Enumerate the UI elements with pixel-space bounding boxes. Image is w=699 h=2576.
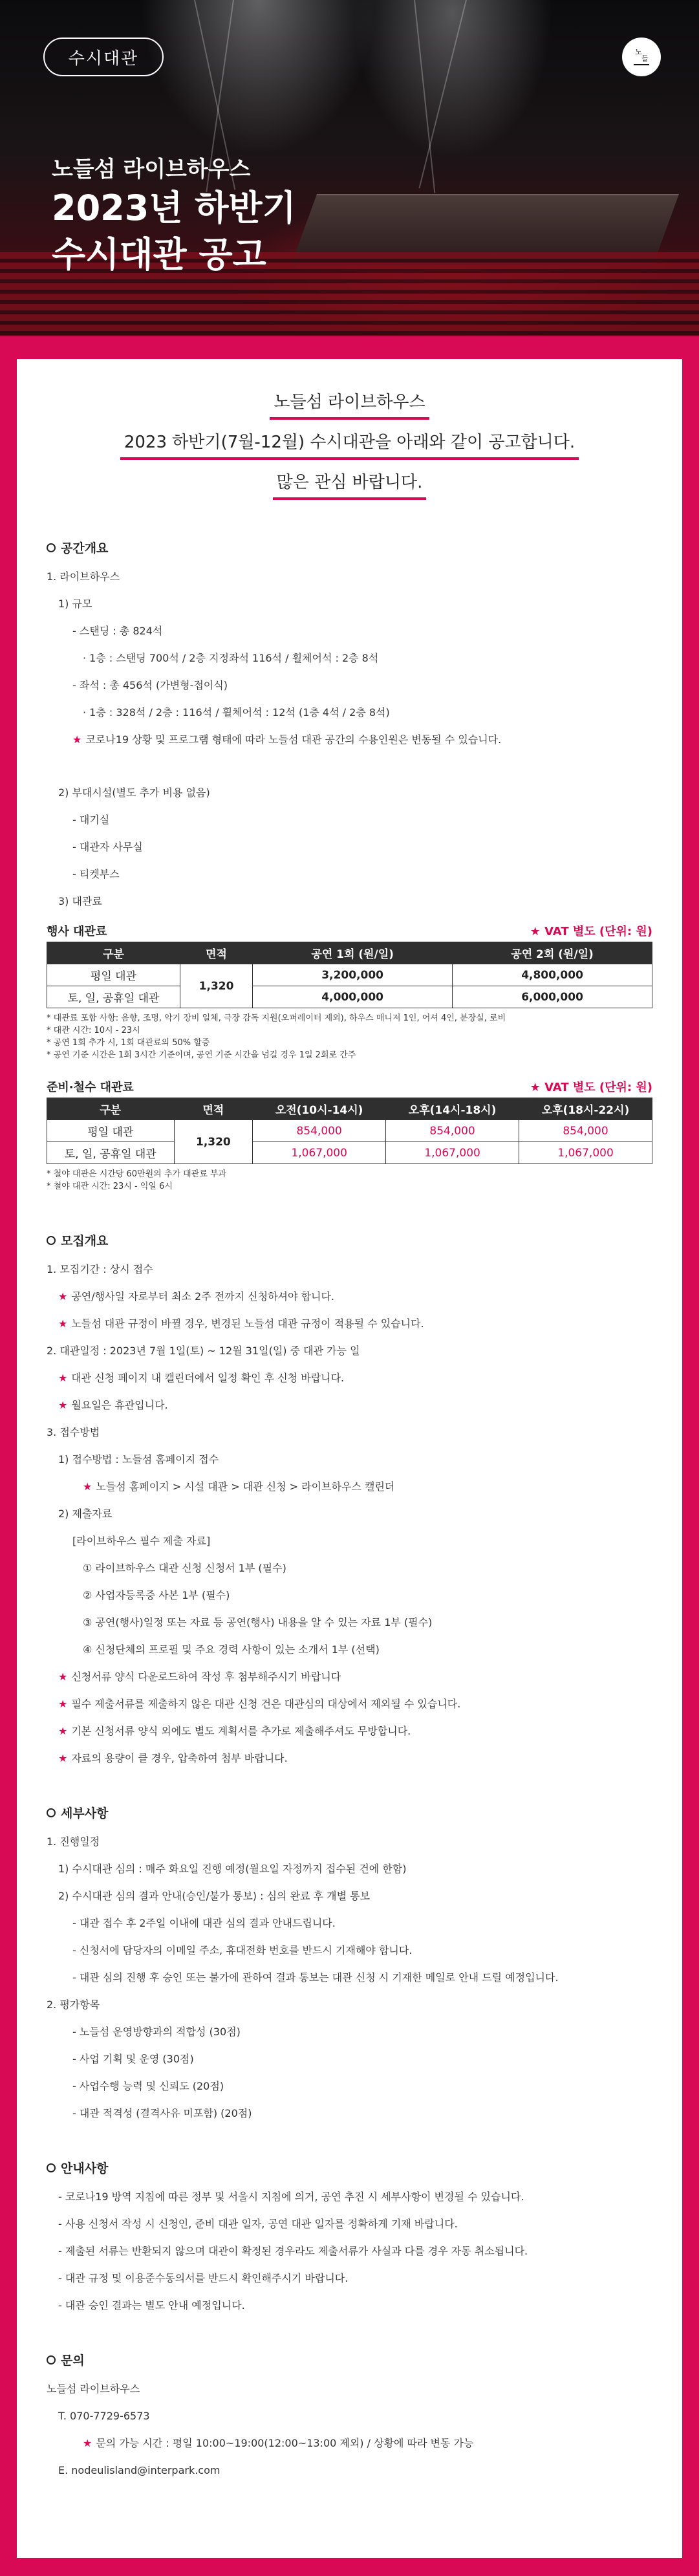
section-title: 문의 bbox=[47, 2351, 652, 2368]
eval-item: - 사업 기획 및 운영 (30점) bbox=[72, 2053, 194, 2065]
content-card bbox=[17, 359, 682, 2558]
intro-block bbox=[17, 391, 682, 500]
table-header: 공연 1회 (원/일) bbox=[253, 942, 453, 964]
star-icon: ★ bbox=[83, 2437, 92, 2449]
table-cell: 평일 대관 bbox=[47, 1120, 175, 1142]
event-fee-notes: * 대관료 포함 사항: 음향, 조명, 악기 장비 일체, 극장 감독 지원(오퍼레이터 제외), 하우스 매니저 1인, 어셔 4인, 분장실, 로비 * 대관 시간: 10시 - 23시 * 공연 1회 추가 시, 1회 대관료의 50% 할증 * 공연 기준 시간은 1회 3시간 기준이며, 공연 기준 시간을 넘길 경우 1일 2회로 간주 bbox=[47, 1013, 506, 1060]
light-beam bbox=[418, 0, 467, 188]
table-cell: 3,200,000 bbox=[253, 964, 453, 986]
details-proc-2: 2) 수시대관 심의 결과 안내(승인/불가 통보) : 심의 완료 후 개별 통보 bbox=[58, 1890, 371, 1902]
contact-email[interactable]: E. nodeulisland@interpark.com bbox=[58, 2464, 220, 2476]
section-title: 모집개요 bbox=[47, 1231, 652, 1249]
hero-title-season: 2023년 하반기 bbox=[52, 188, 296, 228]
details-process: 1. 진행일정 bbox=[47, 1835, 100, 1848]
table-cell: 1,067,000 bbox=[253, 1142, 386, 1164]
star-icon: ★ bbox=[58, 1399, 68, 1411]
hero-banner bbox=[0, 0, 699, 336]
table-header: 오후(14시-18시) bbox=[386, 1098, 519, 1120]
star-icon: ★ bbox=[83, 1480, 92, 1493]
doc-item: ③ 공연(행사)일정 또는 자료 등 공연(행사) 내용을 알 수 있는 자료 1부 (필수) bbox=[83, 1616, 433, 1629]
fee-title: 3) 대관료 bbox=[58, 895, 102, 907]
hero-title-venue: 노들섬 라이브하우스 bbox=[52, 157, 251, 182]
prep-fee-header bbox=[47, 1078, 652, 1095]
covid-note: ★ 코로나19 상황 및 프로그램 형태에 따라 노들섬 대관 공간의 수용인원은 변동될 수 있습니다. bbox=[72, 733, 502, 746]
recruit-path: ★ 노들섬 홈페이지 > 시설 대관 > 대관 신청 > 라이브하우스 캘린더 bbox=[83, 1480, 395, 1493]
event-fee-title: 행사 대관료 bbox=[47, 925, 107, 938]
recruit-note: ★ 대관 신청 페이지 내 캘린더에서 일정 확인 후 신청 바랍니다. bbox=[58, 1372, 345, 1384]
section-overview bbox=[17, 539, 682, 1193]
table-cell: 1,067,000 bbox=[386, 1142, 519, 1164]
intro-line-2: 2023 하반기(7월-12월) 수시대관을 아래와 같이 공고합니다. bbox=[120, 431, 579, 460]
notice-item: - 대관 승인 결과는 별도 안내 예정입니다. bbox=[58, 2299, 245, 2311]
doc-item: ④ 신청단체의 프로필 및 주요 경력 사항이 있는 소개서 1부 (선택) bbox=[83, 1643, 380, 1656]
star-icon: ★ bbox=[58, 1290, 68, 1303]
recruit-note: ★ 노들섬 대관 규정이 바뀔 경우, 변경된 노들섬 대관 규정이 적용될 수 있습니다. bbox=[58, 1317, 424, 1330]
vat-note: ★ VAT 별도 (단위: 원) bbox=[530, 1081, 652, 1094]
table-header: 오전(10시-14시) bbox=[253, 1098, 386, 1120]
docs-note: ★ 신청서류 양식 다운로드하여 작성 후 첨부해주시기 바랍니다 bbox=[58, 1671, 341, 1683]
facility-item: - 티켓부스 bbox=[72, 868, 120, 880]
star-icon: ★ bbox=[58, 1372, 68, 1384]
doc-item: ① 라이브하우스 대관 신청 신청서 1부 (필수) bbox=[83, 1562, 286, 1574]
contact-org: 노들섬 라이브하우스 bbox=[47, 2383, 140, 2395]
table-header: 구분 bbox=[47, 1098, 175, 1120]
facility-item: - 대기실 bbox=[72, 814, 110, 826]
details-proc-note: - 대관 심의 진행 후 승인 또는 불가에 관하여 결과 통보는 대관 신청 시 기재한 메일로 안내 드릴 예정입니다. bbox=[72, 1971, 559, 1984]
section-recruit bbox=[17, 1231, 682, 1765]
prep-fee-notes: * 철야 대관은 시간당 60만원의 추가 대관료 부과 * 철야 대관 시간: 23시 - 익일 6시 bbox=[47, 1169, 227, 1191]
table-cell: 1,320 bbox=[174, 1120, 253, 1164]
nodeul-logo bbox=[622, 38, 661, 76]
table-header: 공연 2회 (원/일) bbox=[453, 942, 652, 964]
star-icon: ★ bbox=[72, 733, 82, 746]
notice-item: - 사용 신청서 작성 시 신청인, 준비 대관 일자, 공연 대관 일자를 정확하게 기재 바랍니다. bbox=[58, 2218, 458, 2230]
table-row bbox=[47, 1120, 652, 1142]
prep-fee-table bbox=[47, 1098, 652, 1164]
intro-line-3: 많은 관심 바랍니다. bbox=[273, 471, 427, 500]
overview-item: 1. 라이브하우스 bbox=[47, 570, 120, 583]
star-icon: ★ bbox=[58, 1671, 68, 1683]
rental-badge: 수시대관 bbox=[43, 38, 164, 76]
recruit-note: ★ 월요일은 휴관입니다. bbox=[58, 1399, 168, 1411]
nodeul-logo-icon bbox=[629, 44, 654, 70]
prep-fee-title: 준비·철수 대관료 bbox=[47, 1081, 134, 1094]
overview-scale: 1) 규모 bbox=[58, 598, 92, 610]
notice-item: - 코로나19 방역 지침에 따른 정부 및 서울시 지침에 의거, 공연 추진 시 세부사항이 변경될 수 있습니다. bbox=[58, 2191, 524, 2203]
svg-text:노: 노 bbox=[635, 48, 642, 56]
circle-icon bbox=[47, 543, 56, 552]
recruit-docs: 2) 제출자료 bbox=[58, 1508, 113, 1520]
eval-item: - 사업수행 능력 및 신뢰도 (20점) bbox=[72, 2080, 224, 2092]
table-row bbox=[47, 964, 652, 986]
notice-item: - 대관 규정 및 이용준수동의서를 반드시 확인해주시기 바랍니다. bbox=[58, 2272, 349, 2284]
star-icon: ★ bbox=[58, 1317, 68, 1330]
recruit-schedule: 2. 대관일정 : 2023년 7월 1일(토) ~ 12월 31일(일) 중 대관 가능 일 bbox=[47, 1345, 360, 1357]
table-cell: 토, 일, 공휴일 대관 bbox=[47, 986, 180, 1008]
event-fee-header bbox=[47, 922, 652, 939]
standing-capacity: - 스탠딩 : 총 824석 bbox=[72, 625, 163, 637]
eval-item: - 대관 적격성 (결격사유 미포함) (20점) bbox=[72, 2107, 252, 2119]
star-icon: ★ bbox=[58, 1752, 68, 1764]
circle-icon bbox=[47, 2163, 56, 2172]
table-cell: 854,000 bbox=[253, 1120, 386, 1142]
table-cell: 1,067,000 bbox=[519, 1142, 652, 1164]
details-proc-note: - 대관 접수 후 2주일 이내에 대관 심의 결과 안내드립니다. bbox=[72, 1917, 336, 1929]
docs-header: [라이브하우스 필수 제출 자료] bbox=[72, 1535, 211, 1547]
notice-item: - 제출된 서류는 반환되지 않으며 대관이 확정된 경우라도 제출서류가 사실과 다를 경우 자동 취소됩니다. bbox=[58, 2245, 528, 2257]
contact-hours: ★ 문의 가능 시간 : 평일 10:00~19:00(12:00~13:00 제외) / 상황에 따라 변동 가능 bbox=[83, 2437, 474, 2449]
details-proc-note: - 신청서에 담당자의 이메일 주소, 휴대전화 번호를 반드시 기재해야 합니다. bbox=[72, 1944, 413, 1956]
docs-note: ★ 기본 신청서류 양식 외에도 별도 계획서를 추가로 제출해주셔도 무방합니다. bbox=[58, 1725, 411, 1737]
recruit-period: 1. 모집기간 : 상시 접수 bbox=[47, 1263, 153, 1275]
table-header: 구분 bbox=[47, 942, 180, 964]
table-cell: 토, 일, 공휴일 대관 bbox=[47, 1142, 175, 1164]
table-header: 오후(18시-22시) bbox=[519, 1098, 652, 1120]
star-icon: ★ bbox=[58, 1698, 68, 1710]
circle-icon bbox=[47, 2355, 56, 2365]
star-icon: ★ bbox=[58, 1725, 68, 1737]
hero-title-notice: 수시대관 공고 bbox=[52, 234, 266, 275]
docs-note: ★ 자료의 용량이 클 경우, 압축하여 첨부 바랍니다. bbox=[58, 1752, 288, 1764]
recruit-method: 3. 접수방법 bbox=[47, 1426, 100, 1438]
eval-item: - 노들섬 운영방향과의 적합성 (30점) bbox=[72, 2026, 241, 2038]
table-cell: 평일 대관 bbox=[47, 964, 180, 986]
section-title: 공간개요 bbox=[47, 539, 652, 556]
docs-note: ★ 필수 제출서류를 제출하지 않은 대관 신청 건은 대관심의 대상에서 제외될 수 있습니다. bbox=[58, 1698, 461, 1710]
intro-line-1: 노들섬 라이브하우스 bbox=[270, 391, 429, 420]
recruit-note: ★ 공연/행사일 자로부터 최소 2주 전까지 신청하셔야 합니다. bbox=[58, 1290, 335, 1303]
table-cell: 6,000,000 bbox=[453, 986, 652, 1008]
circle-icon bbox=[47, 1236, 56, 1245]
table-cell: 1,320 bbox=[180, 964, 252, 1008]
svg-text:들: 들 bbox=[641, 54, 649, 63]
recruit-method-1: 1) 접수방법 : 노들섬 홈페이지 접수 bbox=[58, 1453, 219, 1466]
table-row bbox=[47, 986, 652, 1008]
section-details bbox=[17, 1804, 682, 2120]
seated-detail: · 1층 : 328석 / 2층 : 116석 / 휠체어석 : 12석 (1층 4석 / 2층 8석) bbox=[83, 706, 390, 719]
table-header: 면적 bbox=[174, 1098, 253, 1120]
table-row bbox=[47, 1142, 652, 1164]
hero-title bbox=[52, 154, 296, 278]
table-header: 면적 bbox=[180, 942, 252, 964]
details-eval: 2. 평가항목 bbox=[47, 1998, 100, 2011]
table-cell: 854,000 bbox=[519, 1120, 652, 1142]
seated-capacity: - 좌석 : 총 456석 (가변형-접이식) bbox=[72, 679, 228, 691]
vat-note: ★ VAT 별도 (단위: 원) bbox=[530, 925, 652, 938]
facility-item: - 대관자 사무실 bbox=[72, 841, 143, 853]
section-contact bbox=[17, 2351, 682, 2477]
standing-detail: · 1층 : 스탠딩 700석 / 2층 지정좌석 116석 / 휠체어석 : 2층 8석 bbox=[83, 652, 379, 664]
doc-item: ② 사업자등록증 사본 1부 (필수) bbox=[83, 1589, 230, 1601]
table-cell: 4,800,000 bbox=[453, 964, 652, 986]
circle-icon bbox=[47, 1808, 56, 1817]
contact-tel: T. 070-7729-6573 bbox=[58, 2410, 150, 2422]
event-fee-table bbox=[47, 942, 652, 1008]
facilities-title: 2) 부대시설(별도 추가 비용 없음) bbox=[58, 786, 210, 799]
table-cell: 4,000,000 bbox=[253, 986, 453, 1008]
section-notice bbox=[17, 2159, 682, 2312]
details-proc-1: 1) 수시대관 심의 : 매주 화요일 진행 예정(월요일 자정까지 접수된 건에 한함) bbox=[58, 1863, 407, 1875]
section-title: 안내사항 bbox=[47, 2159, 652, 2176]
section-title: 세부사항 bbox=[47, 1804, 652, 1821]
table-cell: 854,000 bbox=[386, 1120, 519, 1142]
